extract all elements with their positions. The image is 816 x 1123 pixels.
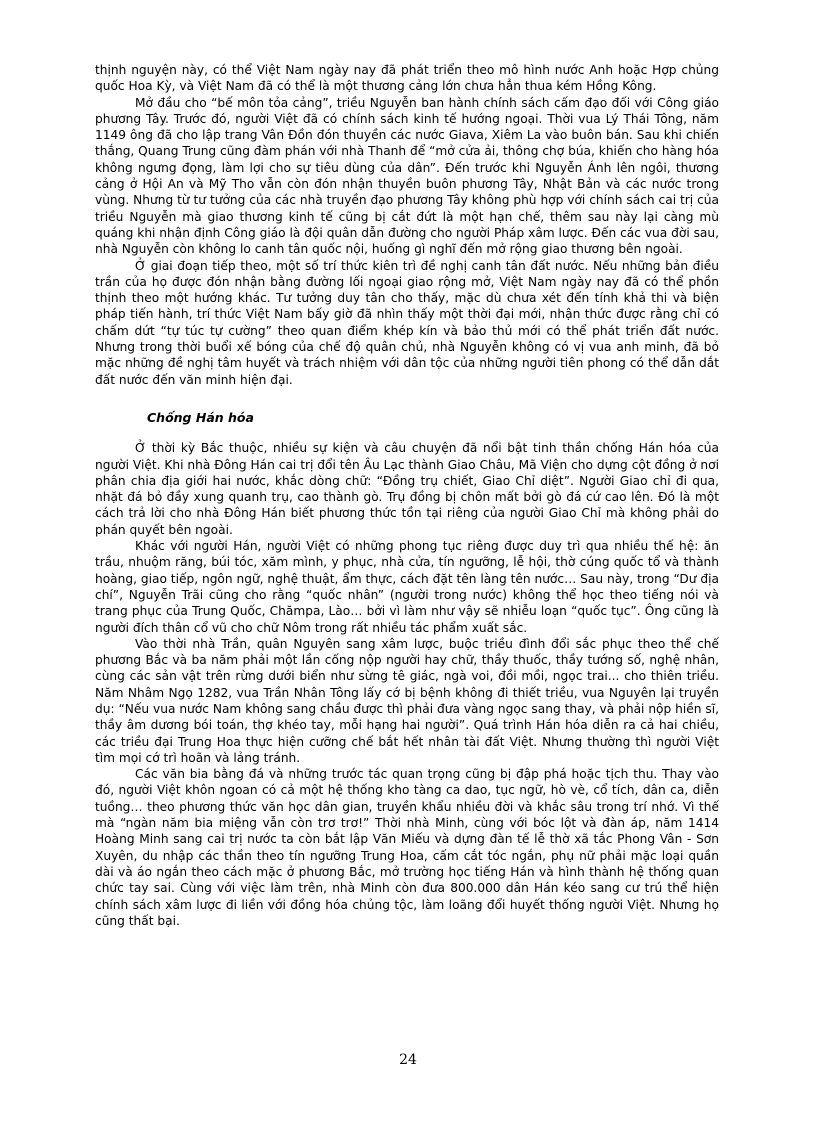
section-heading: Chống Hán hóa	[147, 409, 254, 425]
spacer	[95, 426, 719, 440]
spacer	[95, 388, 719, 410]
paragraph: Ở thời kỳ Bắc thuộc, nhiều sự kiện và câu chuyện đã nổi bật tinh thần chống Hán hóa của người Việt. Khi nhà Đông Hán cai trị đổi tên Âu Lạc thành Giao Châu, Mã Viện cho dựng cột đồng ở nơi phân chia địa giới hai nước, khắc dòng chữ: “Đồng trụ chiết, Giao Chỉ diệt”. Người Giao chỉ đi qua, nhặt đá bỏ đầy xung quanh trụ, cao thành gò. Trụ đồng bị chôn mất bởi gò đá cứ cao lên. Đó là một cách trả lời cho nhà Đông Hán biết phương thức tồn tại riêng của người Giao Chỉ mà không phải do phán quyết bên ngoài.	[95, 441, 719, 537]
paragraph: thịnh nguyện này, có thể Việt Nam ngày nay đã phát triển theo mô hình nước Anh hoặc Hợp chủng quốc Hoa Kỳ, và Việt Nam đã có thể là một thương cảng lớn chưa hẳn thua kém Hồng Kông.	[95, 63, 719, 94]
paragraph: Các văn bia bằng đá và những trước tác quan trọng cũng bị đập phá hoặc tịch thu. Thay vào đó, người Việt khôn ngoan có cả một hệ thống kho tàng ca dao, tục ngữ, hò vè, cổ tích, dân ca, diễn tuồng… theo phương thức văn học dân gian, truyền khẩu nhiều đời và khắc sâu trong trí nhớ. Vì thế mà “ngàn năm bia miệng vẫn còn trơ trơ!” Thời nhà Minh, cùng với bóc lột và đàn áp, năm 1414 Hoàng Minh sang cai trị nước ta còn bắt lập Văn Miếu và dựng đàn tế lễ thờ xã tắc Phong Vân - Sơn Xuyên, du nhập các thần theo tín ngưỡng Trung Hoa, cấm cắt tóc ngắn, phụ nữ phải mặc loại quần dài và áo ngắn theo cách mặc ở phương Bắc, mở trường học tiếng Hán và hình thành hệ thống quan chức tay sai. Cùng với việc làm trên, nhà Minh còn đưa 800.000 dân Hán kéo sang cư trú thể hiện chính sách xâm lược đi liền với đồng hóa chủng tộc, làm loãng đổi huyết thống người Việt. Nhưng họ cũng thất bại.	[95, 767, 719, 928]
paragraph: Ở giai đoạn tiếp theo, một số trí thức kiên trì đề nghị canh tân đất nước. Nếu những bản điều trần của họ được đón nhận bằng đường lối ngoại giao rộng mở, Việt Nam ngày nay đã có thể phồn thịnh theo một hướng khác. Tư tưởng duy tân cho thấy, mặc dù chưa xét đến tính khả thi và biện pháp tiến hành, trí thức Việt Nam bấy giờ đã nhìn thấy một thời đại mới, nhận thức được rằng chỉ có chấm dứt “tự túc tự cường” theo quan điểm khép kín và bảo thủ mới có thể phát triển đất nước. Nhưng trong thời buổi xế bóng của chế độ quân chủ, nhà Nguyễn không có vị vua anh minh, đã bỏ mặc những đề nghị tâm huyết và trách nhiệm với dân tộc của những người tiên phong có thể dẫn dắt đất nước đến văn minh hiện đại.	[95, 258, 719, 387]
paragraph: Vào thời nhà Trần, quân Nguyên sang xâm lược, buộc triều đình đổi sắc phục theo thể chế phương Bắc và ba năm phải một lần cống nộp người hay chữ, thầy thuốc, thầy tướng số, nghệ nhân, cùng các sản vật trên rừng dưới biển như sừng tê giác, ngà voi, đồi mồi, ngọc trai... cho thiên triều. Năm Nhâm Ngọ 1282, vua Trần Nhân Tông lấy cớ bị bệnh không đi thiết triều, vua Nguyên lại truyền dụ: “Nếu vua nước Nam không sang chầu được thì phải đưa vàng ngọc sang thay, và phải nộp hiền sĩ, thầy âm dương bói toán, thợ khéo tay, mỗi hạng hai người”. Quá trình Hán hóa diễn ra cả hai chiều, các triều đại Trung Hoa thực hiện cưỡng chế bắt hết nhân tài đất Việt. Nhưng thường thì người Việt tìm mọi cớ trì hoãn và lảng tránh.	[95, 636, 719, 765]
page-number: 24	[399, 1052, 417, 1068]
paragraph: Mở đầu cho “bế môn tỏa cảng”, triều Nguyễn ban hành chính sách cấm đạo đối với Công giáo phương Tây. Trước đó, người Việt đã có chính sách kinh tế hướng ngoại. Thời vua Lý Thái Tông, năm 1149 ông đã cho lập trang Vân Đồn đón thuyền các nước Giava, Xiêm La vào buôn bán. Sau khi chiến thắng, Quang Trung cũng đàm phán với nhà Thanh để “mở cửa ải, thông chợ búa, khiến cho hàng hóa không ngưng đọng, làm lợi cho sự tiêu dùng của dân”. Đến trước khi Nguyễn Ánh lên ngôi, thương cảng ở Hội An và Mỹ Tho vẫn còn đón nhận thuyền buôn phương Tây, Nhật Bản và các nước trong vùng. Nhưng từ tư tưởng của các nhà truyền đạo phương Tây không phù hợp với chính sách cai trị của triều Nguyễn mà giao thương kinh tế cũng bị cắt đứt là một hạn chế, thêm sau này lại càng mù quáng khi nhận định Công giáo là đội quân dẫn đường cho người Pháp xâm lược. Đến các vua đời sau, nhà Nguyễn còn không lo canh tân quốc nội, huống gì nghĩ đến mở rộng giao thương bên ngoài.	[95, 95, 719, 257]
page-body	[95, 62, 719, 929]
paragraph: Khác với người Hán, người Việt có những phong tục riêng được duy trì qua nhiều thế hệ: ăn trầu, nhuộm răng, búi tóc, xăm mình, y phục, nhà cửa, tín ngưỡng, lễ hội, thờ cúng quốc tổ và thành hoàng, giao tiếp, ngôn ngữ, nghệ thuật, ẩm thực, cách đặt tên làng tên nước… Sau này, trong “Dư địa chí”, Nguyễn Trãi cũng cho rằng “quốc nhân” (người trong nước) không thể học theo tiếng nói và trang phục của Trung Quốc, Chămpa, Lào… bởi vì làm như vậy sẽ nhiễu loạn “quốc tục”. Ông cũng là người đích thân cổ vũ cho chữ Nôm trong rất nhiều tác phẩm xuất sắc.	[95, 539, 719, 635]
